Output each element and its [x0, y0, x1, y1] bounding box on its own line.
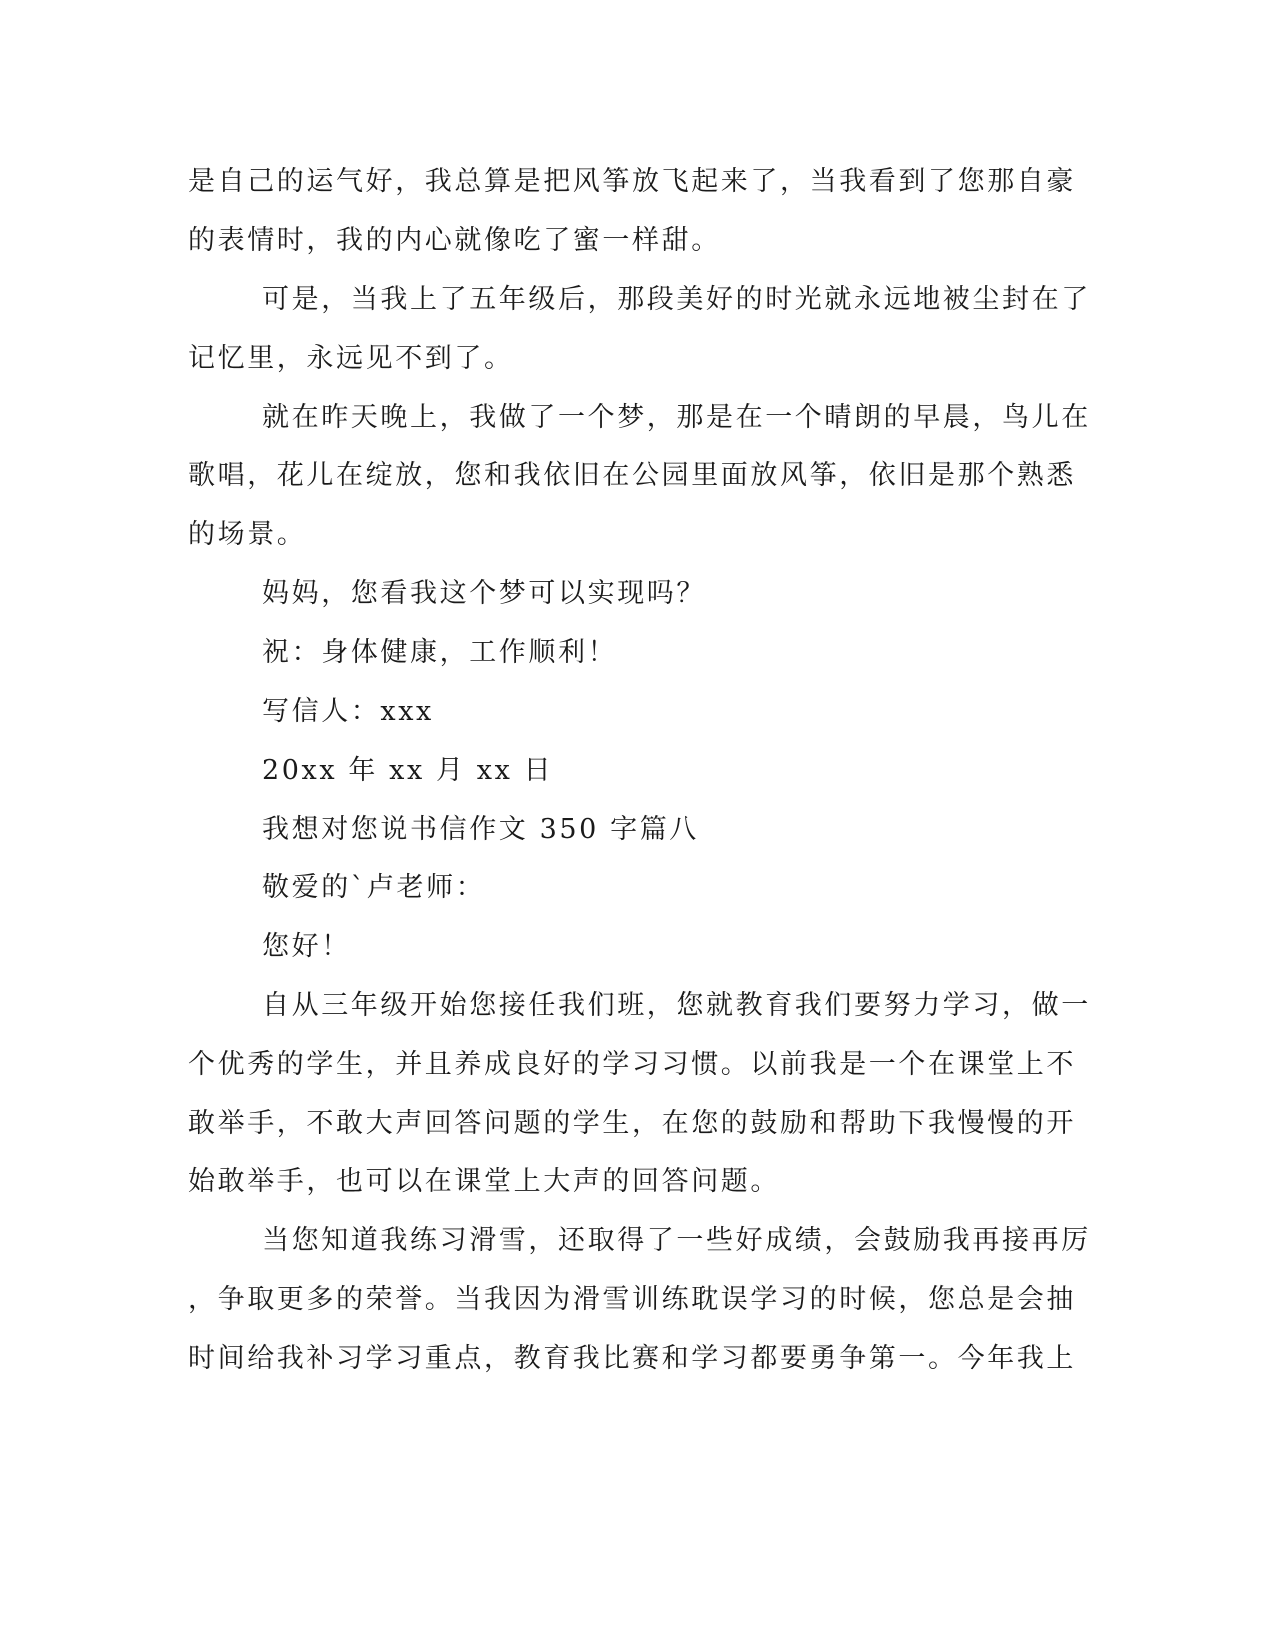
text-line: 始敢举手，也可以在课堂上大声的回答问题。	[188, 1166, 780, 1197]
text-line: 歌唱，花儿在绽放，您和我依旧在公园里面放风筝，依旧是那个熟悉	[188, 460, 1076, 491]
section-title: 我想对您说书信作文 350 字篇八	[262, 814, 699, 845]
text-line: 是自己的运气好，我总算是把风筝放飞起来了，当我看到了您那自豪	[188, 166, 1076, 197]
letter-salutation: 敬爱的`卢老师：	[262, 872, 486, 903]
paragraph-start: 就在昨天晚上，我做了一个梦，那是在一个晴朗的早晨，鸟儿在	[262, 402, 1091, 433]
text-line: 记忆里，永远见不到了。	[188, 343, 514, 374]
letter-date: 20xx 年 xx 月 xx 日	[262, 755, 554, 786]
letter-signature: 写信人：xxx	[262, 696, 434, 727]
closing-wish: 祝：身体健康，工作顺利！	[262, 637, 618, 668]
question-line: 妈妈，您看我这个梦可以实现吗？	[262, 578, 706, 609]
letter-greeting: 您好！	[262, 931, 351, 962]
text-line: 敢举手，不敢大声回答问题的学生，在您的鼓励和帮助下我慢慢的开	[188, 1108, 1076, 1139]
text-line: ，争取更多的荣誉。当我因为滑雪训练耽误学习的时候，您总是会抽	[188, 1284, 1076, 1315]
text-line: 时间给我补习学习重点，教育我比赛和学习都要勇争第一。今年我上	[188, 1343, 1076, 1374]
text-line: 个优秀的学生，并且养成良好的学习习惯。以前我是一个在课堂上不	[188, 1049, 1076, 1080]
paragraph-start: 自从三年级开始您接任我们班，您就教育我们要努力学习，做一	[262, 990, 1091, 1021]
paragraph-start: 当您知道我练习滑雪，还取得了一些好成绩，会鼓励我再接再厉	[262, 1225, 1091, 1256]
text-line: 的场景。	[188, 519, 307, 550]
paragraph-start: 可是，当我上了五年级后，那段美好的时光就永远地被尘封在了	[262, 284, 1091, 315]
text-line: 的表情时，我的内心就像吃了蜜一样甜。	[188, 225, 721, 256]
